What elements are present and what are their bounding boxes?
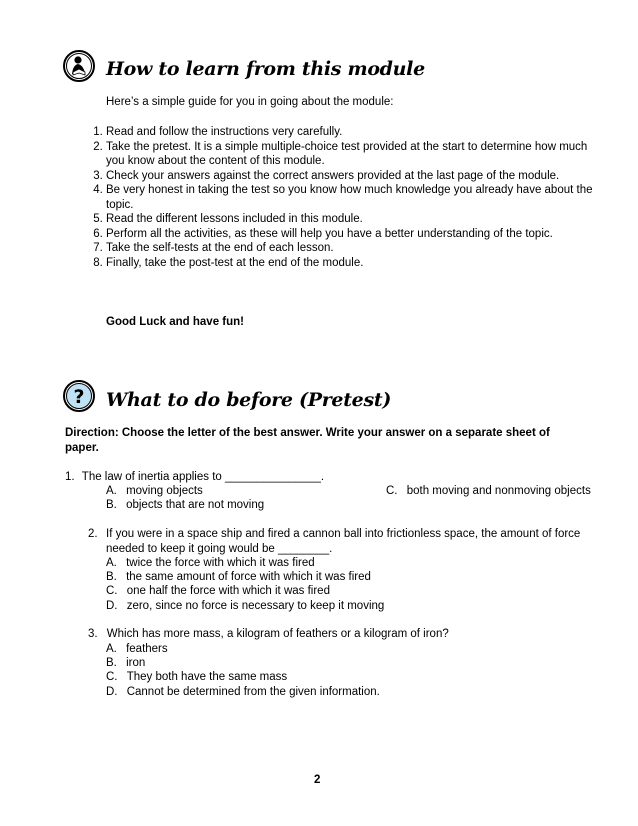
option-text: They both have the same mass — [126, 671, 288, 683]
option — [106, 584, 330, 599]
instructions-list — [65, 125, 606, 270]
option-letter: A. — [106, 557, 117, 569]
option-text: Cannot be determined from the given information. — [126, 686, 380, 698]
option — [106, 484, 203, 499]
list-item: 4. Be very honest in taking the test so you know how much knowledge you already have about the topic. — [106, 183, 606, 212]
intro-text: Here’s a simple guide for you in going about the module: — [106, 96, 394, 108]
question-text: If you were in a space ship and fired a cannon ball into frictionless space, the amount of force needed to keep it going would be ________. — [106, 528, 581, 555]
option-letter: C. — [106, 671, 118, 683]
option-text: moving objects — [126, 485, 203, 497]
list-item: 2. Take the pretest. It is a simple multiple-choice test provided at the start to determine how much you know about the content of this module. — [106, 140, 606, 169]
option-text: the same amount of force with which it was fired — [126, 571, 371, 583]
option — [106, 685, 380, 700]
option — [106, 498, 264, 513]
option-letter: A. — [106, 485, 117, 497]
list-item: 8. Finally, take the post-test at the end of the module. — [106, 256, 606, 271]
option — [106, 599, 384, 614]
option — [106, 556, 315, 571]
option — [386, 484, 591, 499]
question-text: The law of inertia applies to _______________. — [81, 471, 325, 483]
option-text: iron — [126, 657, 146, 669]
option — [106, 656, 145, 671]
option-text: zero, since no force is necessary to keep it moving — [126, 600, 385, 612]
option-text: both moving and nonmoving objects — [406, 485, 591, 497]
list-item: 3. Check your answers against the correct answers provided at the last page of the module. — [106, 169, 606, 184]
option-letter: C. — [386, 485, 398, 497]
svg-text:?: ? — [73, 386, 85, 408]
question-2 — [88, 527, 588, 556]
question-text: Which has more mass, a kilogram of feathers or a kilogram of iron? — [106, 628, 449, 640]
option-letter: D. — [106, 686, 118, 698]
question-mark-icon — [63, 380, 95, 412]
closing-text: Good Luck and have fun! — [106, 316, 245, 328]
question-1 — [65, 470, 324, 485]
list-item: 1. Read and follow the instructions very carefully. — [106, 125, 606, 140]
page-number: 2 — [314, 774, 321, 786]
section-heading-how-to-learn: How to learn from this module — [106, 58, 425, 80]
question-number: 3. — [88, 628, 98, 640]
question-number: 2. — [88, 528, 98, 540]
list-item: 5. Read the different lessons included in this module. — [106, 212, 606, 227]
question-3 — [88, 627, 449, 642]
direction-text: Direction: Choose the letter of the best answer. Write your answer on a separate sheet of paper. — [65, 427, 550, 454]
option-letter: D. — [106, 600, 118, 612]
option — [106, 642, 168, 657]
option-text: objects that are not moving — [126, 499, 265, 511]
option-text: twice the force with which it was fired — [126, 557, 315, 569]
option — [106, 670, 287, 685]
option-text: feathers — [126, 643, 168, 655]
option-letter: C. — [106, 585, 118, 597]
question-number: 1. — [65, 471, 75, 483]
reader-icon — [63, 50, 95, 82]
list-item: 7. Take the self-tests at the end of each lesson. — [106, 241, 606, 256]
section-heading-pretest: What to do before (Pretest) — [106, 389, 392, 411]
option-text: one half the force with which it was fired — [126, 585, 330, 597]
option-letter: B. — [106, 657, 117, 669]
option-letter: B. — [106, 499, 117, 511]
option — [106, 570, 371, 585]
list-item: 6. Perform all the activities, as these will help you have a better understanding of the topic. — [106, 227, 606, 242]
option-letter: A. — [106, 643, 117, 655]
option-letter: B. — [106, 571, 117, 583]
